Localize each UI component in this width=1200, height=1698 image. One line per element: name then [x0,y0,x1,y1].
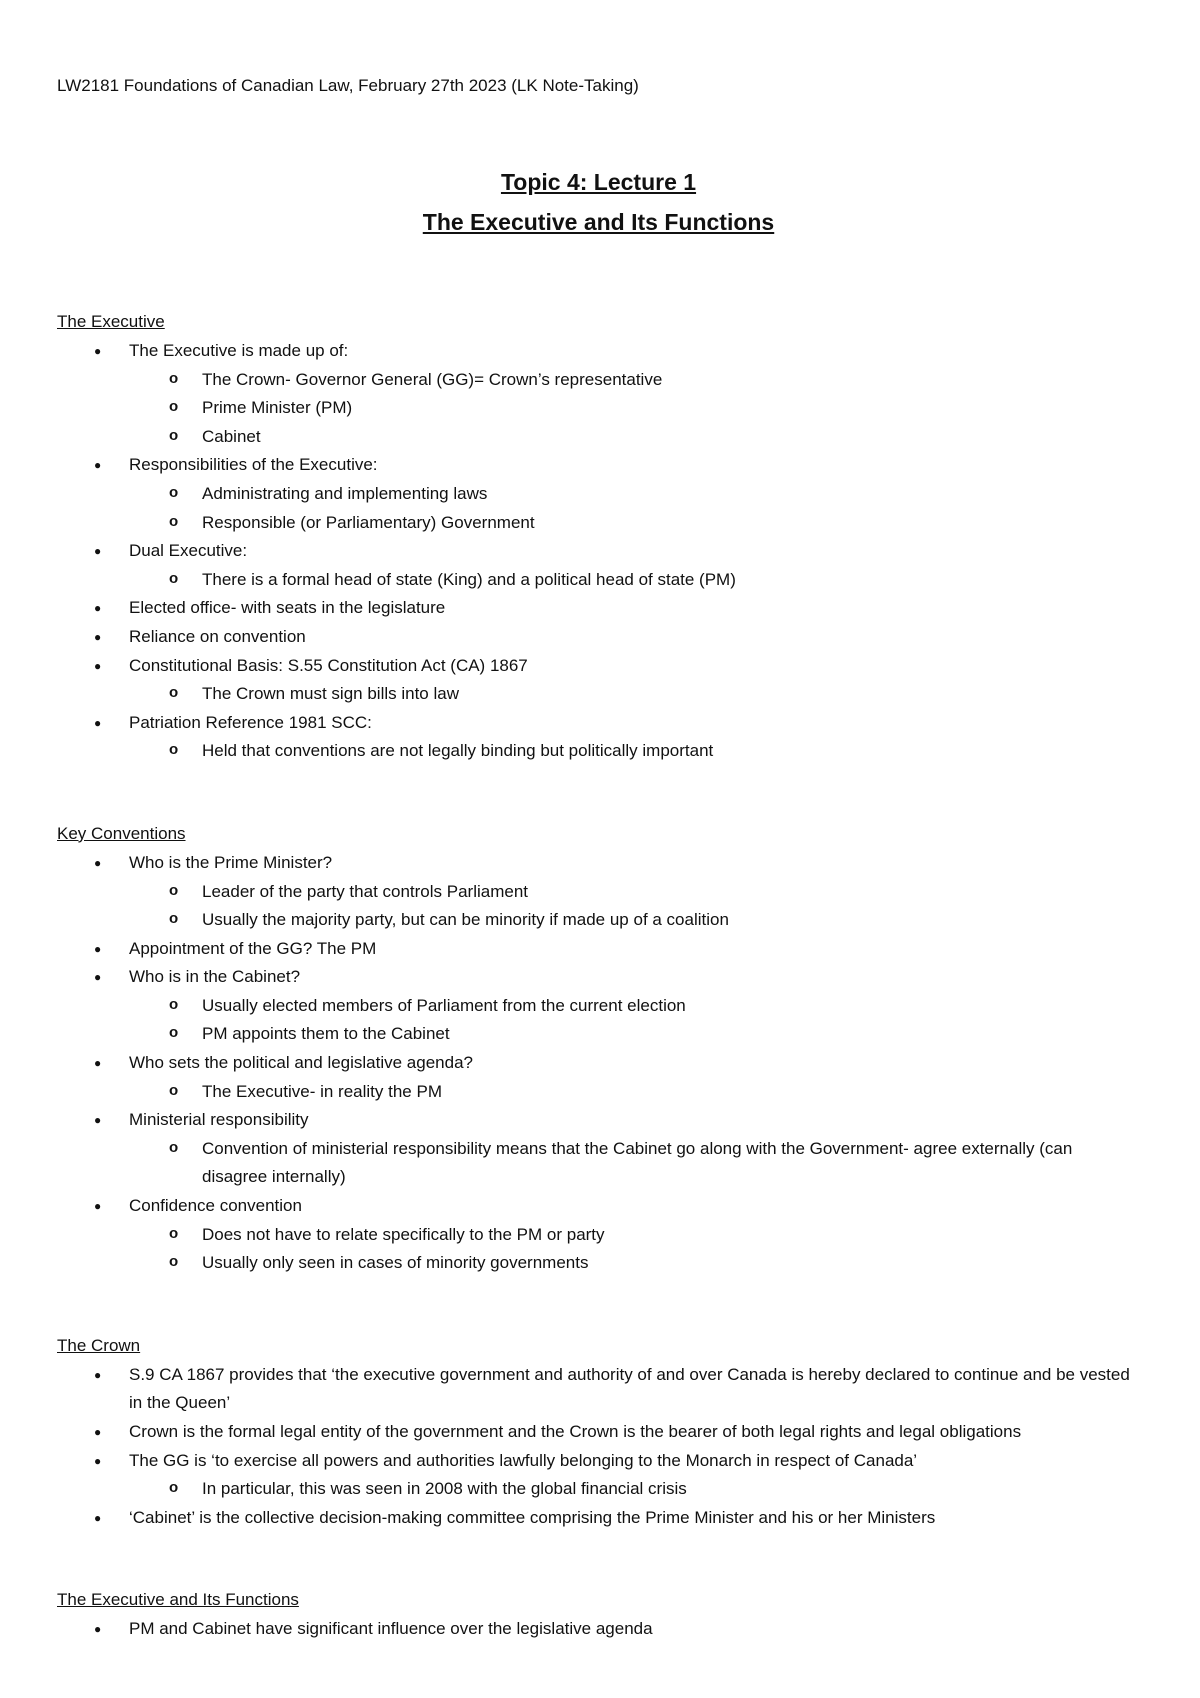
section [57,1334,1140,1533]
bullet-item [57,1504,1140,1533]
sub-bullet-item: o Administrating and implementing laws [202,480,1140,509]
sub-bullet-list [129,1078,1140,1107]
sub-bullet-list [129,878,1140,935]
sub-bullet-list [129,737,1140,766]
bullet-text: ● Confidence convention [129,1196,302,1216]
sub-bullet-item: o The Executive- in reality the PM [202,1078,1140,1107]
bullet-item [57,849,1140,935]
bullet-item [57,963,1140,1049]
bullet-item [57,935,1140,964]
bullet-item [57,537,1140,594]
document-header: LW2181 Foundations of Canadian Law, February 27th 2023 (LK Note-Taking) [57,76,639,95]
bullet-text: ● The GG is ‘to exercise all powers and authorities lawfully belonging to the Monarch in respect of Canada’ [129,1450,918,1470]
bullet-text: ● Crown is the formal legal entity of the government and the Crown is the bearer of both legal rights and legal obligations [129,1422,1022,1441]
bullet-text: ● Elected office- with seats in the legislature [129,598,446,618]
bullet-text: ● Appointment of the GG? The PM [129,938,377,958]
sub-bullet-item: o Usually elected members of Parliament from the current election [202,992,1140,1021]
sub-bullet-item: o Responsible (or Parliamentary) Government [202,509,1140,538]
sub-bullet-item: o The Crown must sign bills into law [202,680,1140,709]
section-heading: The Crown [57,1335,141,1355]
bullet-text: ● Patriation Reference 1981 SCC: [129,712,372,732]
bullet-item [57,1049,1140,1106]
sub-bullet-list [129,1475,1140,1504]
sub-bullet-list [129,566,1140,595]
section-heading: Key Conventions [57,823,186,843]
sub-bullet-item: o Does not have to relate specifically to the PM or party [202,1221,1140,1250]
bullet-item [57,652,1140,709]
bullet-text: ● PM and Cabinet have significant influence over the legislative agenda [129,1619,653,1639]
bullet-text: ● Reliance on convention [129,626,306,646]
bullet-text: ● S.9 CA 1867 provides that ‘the executive government and authority of and over Canada is hereby declared to continue and be vested in the Queen’ [129,1364,1130,1413]
section-heading: The Executive and Its Functions [57,1590,299,1610]
bullet-text: ● Dual Executive: [129,541,248,561]
sub-bullet-list [129,1221,1140,1278]
bullet-item [57,623,1140,652]
notes-body [57,310,1140,1644]
sub-bullet-item: o Usually the majority party, but can be minority if made up of a coalition [202,906,1140,935]
section [57,822,1140,1278]
bullet-text: ● Constitutional Basis: S.55 Constitution Act (CA) 1867 [129,655,528,675]
sub-bullet-item: o Usually only seen in cases of minority governments [202,1249,1140,1278]
sub-bullet-item: o PM appoints them to the Cabinet [202,1020,1140,1049]
bullet-text: ● Who sets the political and legislative agenda? [129,1053,473,1073]
bullet-list [57,1361,1140,1533]
bullet-item [57,594,1140,623]
sub-bullet-list [129,992,1140,1049]
sub-bullet-item: o The Crown- Governor General (GG)= Crown’s representative [202,366,1140,395]
sub-bullet-item: o In particular, this was seen in 2008 with the global financial crisis [202,1475,1140,1504]
sub-bullet-item: o Leader of the party that controls Parliament [202,878,1140,907]
bullet-item [57,451,1140,537]
bullet-list [57,1615,1140,1644]
bullet-text: ● Who is the Prime Minister? [129,852,333,872]
section [57,1588,1140,1644]
sub-bullet-list [129,680,1140,709]
sub-bullet-list [129,366,1140,452]
sub-bullet-item: o Convention of ministerial responsibility means that the Cabinet go along with the Government- agree externally (can disagree internally) [202,1135,1140,1192]
bullet-item [57,1418,1140,1447]
topic-title: Topic 4: Lecture 1 [500,169,697,195]
bullet-item [57,1615,1140,1644]
sub-bullet-item: o Cabinet [202,423,1140,452]
sub-bullet-list [129,480,1140,537]
bullet-list [57,849,1140,1278]
bullet-item [57,1192,1140,1278]
bullet-text: ● Ministerial responsibility [129,1110,309,1130]
sub-bullet-item: o Held that conventions are not legally binding but politically important [202,737,1140,766]
bullet-text: ● ‘Cabinet’ is the collective decision-making committee comprising the Prime Minister and his or her Ministers [129,1507,936,1527]
bullet-item [57,1447,1140,1504]
bullet-item [57,1361,1140,1418]
bullet-list [57,337,1140,766]
title-block [57,162,1140,242]
bullet-text: ● Who is in the Cabinet? [129,967,301,987]
section-heading: The Executive [57,312,165,331]
sub-bullet-item: o Prime Minister (PM) [202,394,1140,423]
bullet-item [57,1106,1140,1192]
bullet-text: ● The Executive is made up of: [129,341,349,360]
lecture-title: The Executive and Its Functions [422,209,775,235]
sub-bullet-list [129,1135,1140,1192]
sub-bullet-item: o There is a formal head of state (King) and a political head of state (PM) [202,566,1140,595]
bullet-item [57,337,1140,451]
bullet-item [57,709,1140,766]
section [57,310,1140,766]
bullet-text: ● Responsibilities of the Executive: [129,455,378,475]
